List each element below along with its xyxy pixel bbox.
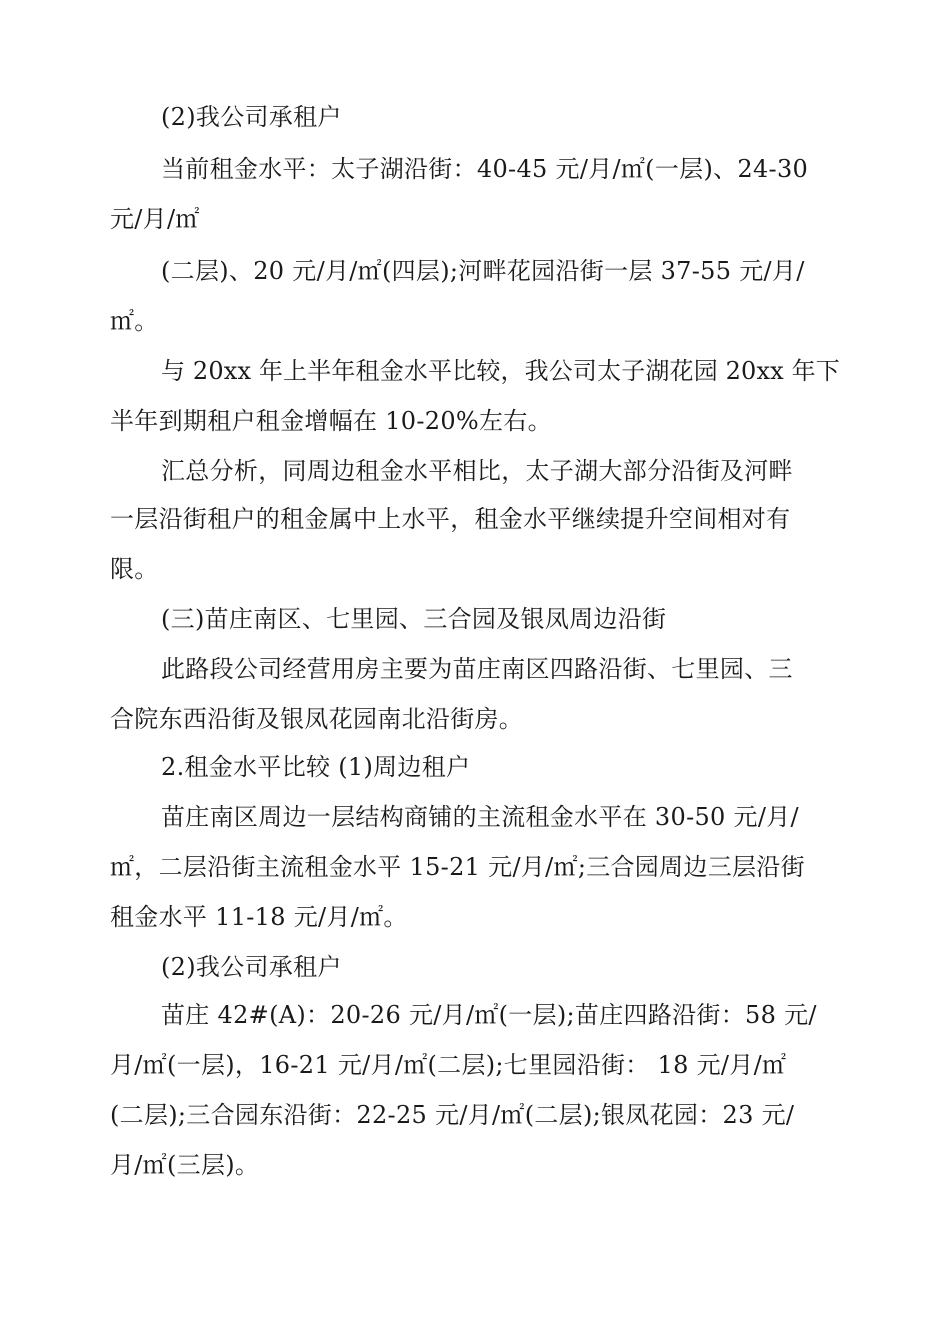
text-line: 2.租金水平比较 (1)周边租户 (161, 753, 471, 781)
text-line: 半年到期租户租金增幅在 10-20%左右。 (110, 407, 552, 435)
text-line: 月/㎡(一层)，16-21 元/月/㎡(二层);七里园沿街： 18 元/月/㎡ (110, 1051, 787, 1079)
text-line: 此路段公司经营用房主要为苗庄南区四路沿街、七里园、三 (161, 655, 793, 683)
text-line: 元/月/㎡ (110, 205, 200, 233)
text-line: 限。 (110, 555, 159, 583)
text-line: 苗庄南区周边一层结构商铺的主流租金水平在 30-50 元/月/ (161, 803, 799, 831)
text-line: 一层沿街租户的租金属中上水平，租金水平继续提升空间相对有 (110, 505, 791, 533)
text-line: 合院东西沿街及银凤花园南北沿街房。 (110, 705, 524, 733)
text-line: (二层);三合园东沿街：22-25 元/月/㎡(二层);银凤花园：23 元/ (110, 1101, 795, 1129)
text-line: ㎡，二层沿街主流租金水平 15-21 元/月/㎡;三合园周边三层沿街 (110, 853, 805, 881)
text-line: 租金水平 11-18 元/月/㎡。 (110, 903, 408, 931)
text-line: ㎡。 (110, 307, 159, 335)
text-line: 与 20xx 年上半年租金水平比较，我公司太子湖花园 20xx 年下 (161, 357, 840, 385)
text-line: 汇总分析，同周边租金水平相比，太子湖大部分沿街及河畔 (161, 457, 793, 485)
text-line: (2)我公司承租户 (161, 953, 342, 981)
text-line: 当前租金水平：太子湖沿街：40-45 元/月/㎡(一层)、24-30 (161, 155, 809, 183)
text-line: (二层)、20 元/月/㎡(四层);河畔花园沿街一层 37-55 元/月/ (161, 257, 805, 285)
text-line: 月/㎡(三层)。 (110, 1151, 260, 1179)
text-line: 苗庄 42#(A)：20-26 元/月/㎡(一层);苗庄四路沿街：58 元/ (161, 1001, 817, 1029)
text-line: (2)我公司承租户 (161, 103, 342, 131)
text-line: (三)苗庄南区、七里园、三合园及银凤周边沿街 (161, 605, 667, 633)
